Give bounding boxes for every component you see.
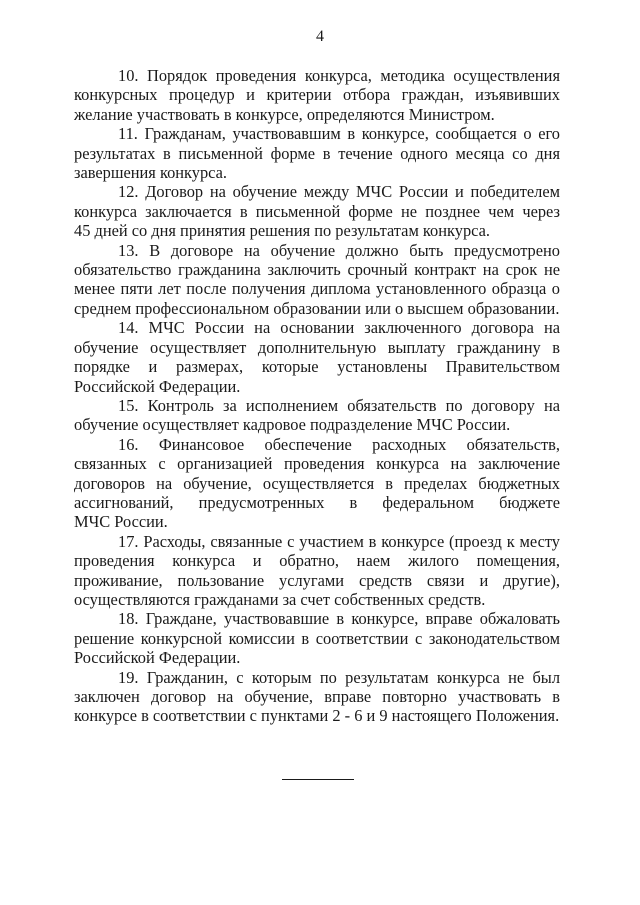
text-line: среднем профессиональном образовании или о высшем образовании. [74, 298, 560, 318]
text-line: Российской Федерации. [74, 648, 241, 668]
text-line: Российской Федерации. [74, 376, 241, 396]
text-line: 19. Гражданин, с которым по результатам конкурса не был [118, 667, 560, 687]
text-line: 18. Граждане, участвовавшие в конкурсе, вправе обжаловать [118, 609, 560, 629]
text-line: 11. Гражданам, участвовавшим в конкурсе, сообщается о его [118, 124, 560, 144]
text-line: менее пяти лет после получения диплома установленного образца о [74, 279, 560, 299]
text-line: 16. Финансовое обеспечение расходных обязательств, [118, 434, 560, 454]
text-line: обучение осуществляет дополнительную выплату гражданину в [74, 337, 560, 357]
text-line: конкурса заключается в письменной форме не позднее чем через [74, 201, 560, 221]
paragraph-13 [74, 241, 560, 319]
text-line: обучение осуществляет кадровое подразделение МЧС России. [74, 415, 511, 435]
paragraph-14 [74, 318, 560, 396]
text-line: проведения конкурса и обратно, наем жилого помещения, [74, 551, 560, 571]
text-line: осуществляются гражданами за счет собственных средств. [74, 589, 486, 609]
text-line: 45 дней со дня принятия решения по результатам конкурса. [74, 221, 490, 241]
text-line: 13. В договоре на обучение должно быть предусмотрено [118, 240, 560, 260]
text-line: обязательство гражданина заключить срочный контракт на срок не [74, 260, 560, 280]
text-line: 17. Расходы, связанные с участием в конкурсе (проезд к месту [118, 531, 560, 551]
text-line: результатах в письменной форме в течение одного месяца со дня [74, 143, 560, 163]
text-line: 12. Договор на обучение между МЧС России и победителем [118, 182, 560, 202]
end-of-document-rule [282, 779, 354, 780]
paragraph-17 [74, 532, 560, 610]
text-line: 10. Порядок проведения конкурса, методика осуществления [118, 66, 560, 85]
paragraph-16 [74, 435, 560, 532]
paragraph-15 [74, 396, 560, 435]
document-body [74, 66, 560, 726]
text-line: проживание, пользование услугами средств связи и другие), [74, 570, 560, 590]
text-line: желание участвовать в конкурсе, определяются Министром. [74, 104, 495, 124]
paragraph-11 [74, 124, 560, 182]
paragraph-10 [74, 66, 560, 124]
text-line: заключен договор на обучение, вправе повторно участвовать в [74, 687, 560, 706]
paragraph-18 [74, 609, 560, 667]
text-line: конкурсе в соответствии с пунктами 2 - 6 и 9 настоящего Положения. [74, 706, 560, 726]
text-line: 15. Контроль за исполнением обязательств по договору на [118, 395, 560, 415]
paragraph-19 [74, 668, 560, 726]
paragraph-12 [74, 182, 560, 240]
text-line: 14. МЧС России на основании заключенного договора на [118, 318, 560, 338]
page-number: 4 [316, 28, 324, 45]
text-line: ассигнований, предусмотренных в федеральном бюджете [74, 492, 560, 512]
text-line: порядке и размерах, которые установлены Правительством [74, 357, 560, 377]
text-line: связанных с организацией проведения конкурса на заключение [74, 454, 560, 474]
text-line: конкурсных процедур и критерии отбора граждан, изъявивших [74, 85, 560, 105]
text-line: завершения конкурса. [74, 163, 228, 183]
text-line: договоров на обучение, осуществляется в пределах бюджетных [74, 473, 560, 493]
text-line: МЧС России. [74, 512, 168, 532]
text-line: решение конкурсной комиссии в соответствии с законодательством [74, 628, 560, 648]
